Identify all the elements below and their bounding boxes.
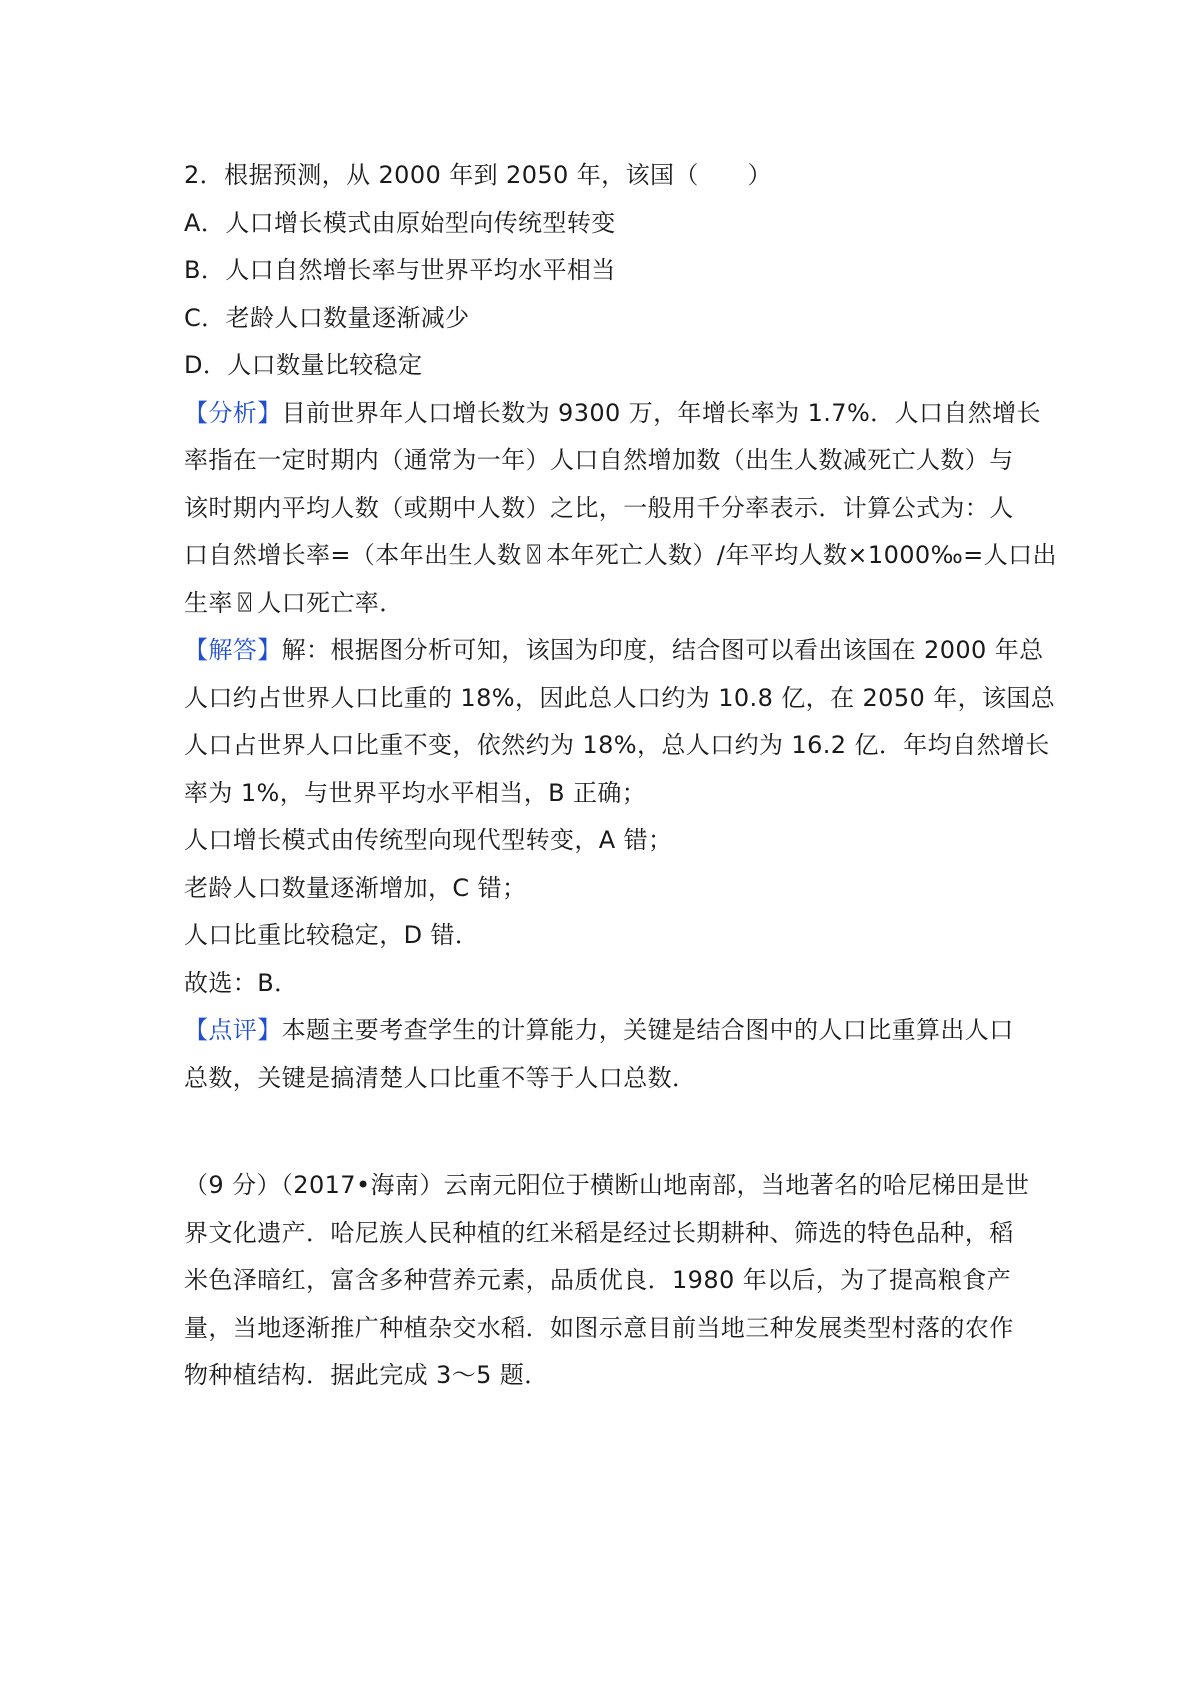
answer-text: 解：根据图分析可知，该国为印度，结合图可以看出该国在 2000 年总 <box>281 636 1044 664</box>
answer-line: 故选：B． <box>184 968 299 997</box>
analysis-line: 率指在一定时期内（通常为一年）人口自然增加数（出生人数减死亡人数）与 <box>184 446 1014 474</box>
comment-tag: 【点评】 <box>184 1016 282 1044</box>
next-question-line: 界文化遗产．哈尼族人民种植的红米稻是经过长期耕种、筛选的特色品种，稻 <box>184 1218 1014 1247</box>
option-d: D．人口数量比较稳定 <box>184 351 423 379</box>
analysis-line: 生率〿人口死亡率． <box>184 588 404 617</box>
option-c: C．老龄人口数量逐渐减少 <box>184 303 470 332</box>
comment-line <box>184 1007 1030 1055</box>
answer-line: 率为 1%，与世界平均水平相当，B 正确； <box>184 778 647 807</box>
option-a: A．人口增长模式由原始型向传统型转变 <box>184 208 616 237</box>
answer-line: 人口增长模式由传统型向现代型转变，A 错； <box>184 826 673 854</box>
next-question-line: 量，当地逐渐推广种植杂交水稻．如图示意目前当地三种发展类型村落的农作 <box>184 1313 1014 1342</box>
analysis-line: 口自然增长率=（本年出生人数〿本年死亡人数）/年平均人数×1000‰=人口出 <box>184 541 1057 569</box>
answer-tag: 【解答】 <box>184 636 282 664</box>
answer-line: 人口约占世界人口比重的 18%，因此总人口约为 10.8 亿，在 2050 年，该国总 <box>184 683 1056 712</box>
analysis-text: 目前世界年人口增长数为 9300 万，年增长率为 1.7%．人口自然增长 <box>281 398 1041 427</box>
next-question-line: （9 分）（2017•海南）云南元阳位于横断山地南部，当地著名的哈尼梯田是世 <box>184 1171 1030 1199</box>
answer-line: 人口占世界人口比重不变，依然约为 18%，总人口约为 16.2 亿．年均自然增长 <box>184 731 1050 759</box>
comment-text: 本题主要考查学生的计算能力，关键是结合图中的人口比重算出人口 <box>281 1016 1014 1044</box>
document-page <box>184 152 1057 1400</box>
answer-line: 老龄人口数量逐渐增加，C 错； <box>184 873 527 902</box>
option-b: B．人口自然增长率与世界平均水平相当 <box>184 256 616 284</box>
next-question-line: 米色泽暗红，富含多种营养元素，品质优良．1980 年以后，为了提高粮食产 <box>184 1266 1012 1294</box>
next-question-line: 物种植结构．据此完成 3～5 题． <box>184 1361 549 1389</box>
section-gap <box>184 1102 1030 1162</box>
analysis-line <box>184 390 1041 438</box>
comment-line: 总数，关键是搞清楚人口比重不等于人口总数． <box>184 1063 697 1092</box>
answer-line: 人口比重比较稳定，D 错． <box>184 921 480 949</box>
answer-line <box>184 627 1044 675</box>
question-stem: 2．根据预测，从 2000 年到 2050 年，该国（ ） <box>184 161 772 189</box>
analysis-line: 该时期内平均人数（或期中人数）之比，一般用千分率表示．计算公式为：人 <box>184 493 1014 522</box>
analysis-tag: 【分析】 <box>184 398 282 427</box>
